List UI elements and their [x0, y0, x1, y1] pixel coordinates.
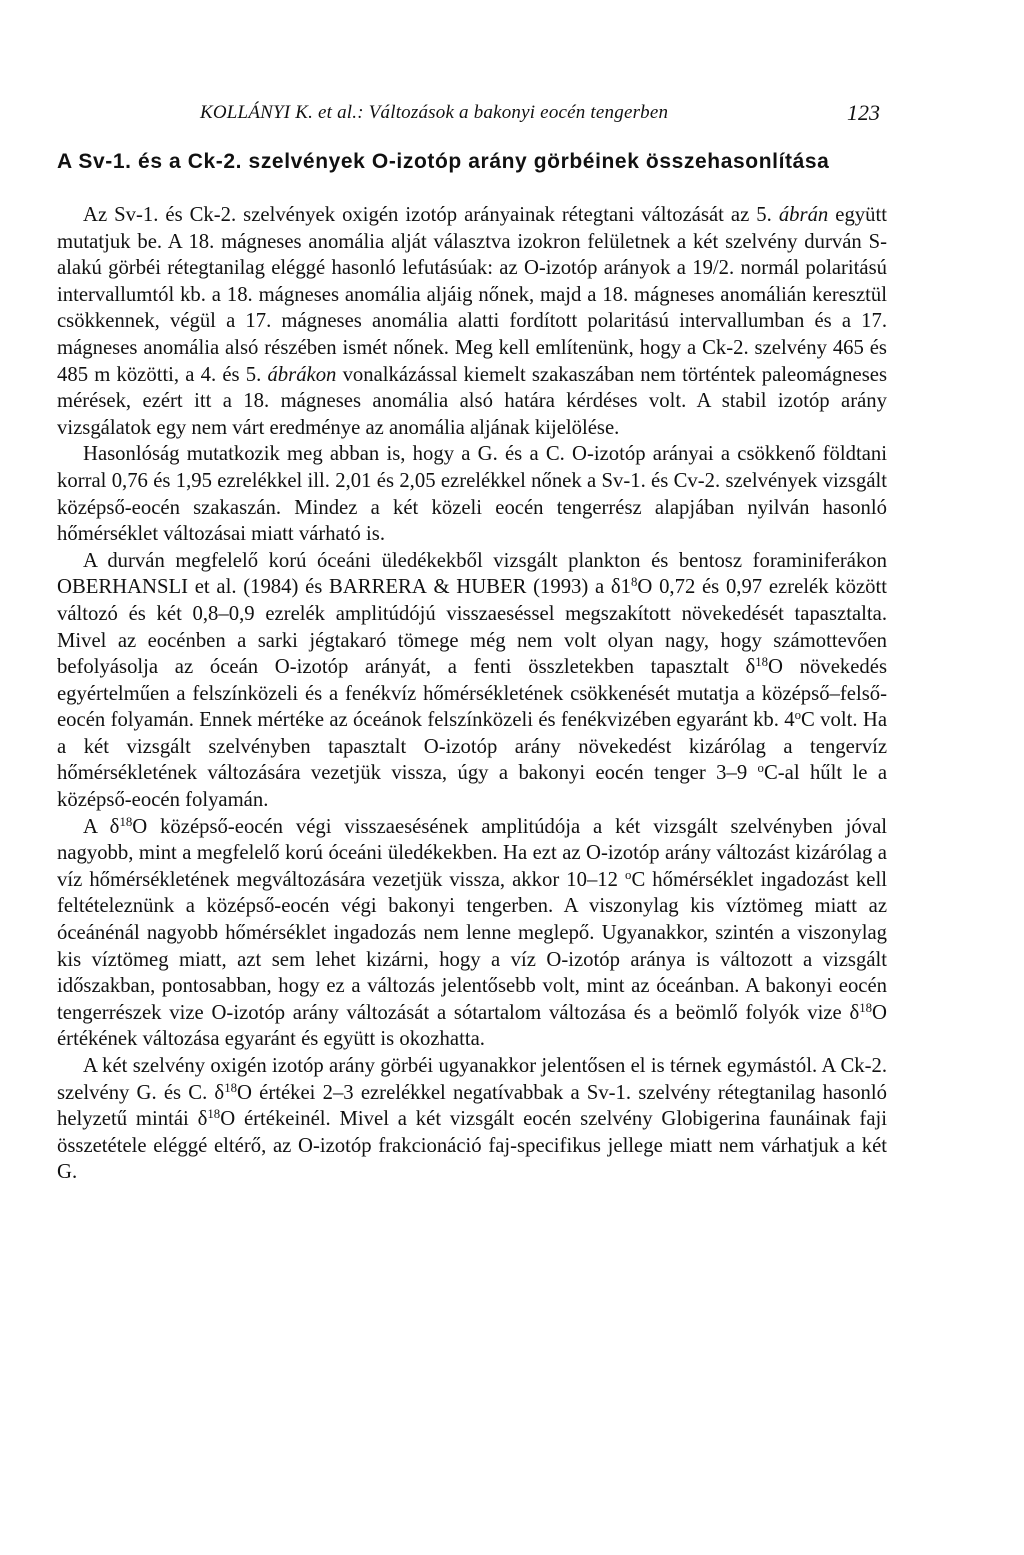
paragraph-2: Hasonlóság mutatkozik meg abban is, hogy a G. és a C. O-izotóp arányai a csökkenő földtani korral 0,76 és 1,95 ezrelékkel ill. 2,01 és 2,05 ezrelékkel nőnek a Sv-1. és Cv-2. szelvények vizsgált középső-eocén szakaszán. Mindez a két közeli eocén tengerrész alapjában nyilván hasonló hőmérséklet változásai miatt várható is.: [57, 443, 887, 546]
p4-sup-3: 18: [859, 1000, 873, 1015]
p3-sup-1: 8: [631, 575, 638, 590]
p3-text-h: C-al hűlt le a középső-eocén folyamán.: [57, 762, 887, 812]
p1-figures-ref: ábrákon: [267, 363, 337, 386]
p4-text-d: O értékének változása egyaránt és együtt is okozhatta.: [57, 1001, 887, 1051]
p3-ref-oberhansli: OBERHANSLI: [57, 576, 189, 599]
p4-sup-1: 18: [119, 814, 133, 829]
p3-ref-barrera: BARRERA: [329, 576, 427, 599]
p3-sup-3: o: [794, 708, 802, 723]
p5-sup-2: 18: [207, 1107, 221, 1122]
p3-text-a: A durván megfelelő korú óceáni üledékekből vizsgált plankton és bentosz foraminiferákon: [83, 549, 887, 572]
paragraph-1: [57, 202, 887, 441]
p5-text-a: A két szelvény oxigén izotóp arány görbéi ugyanakkor jelentősen el is térnek egymástól. A Ck-2. szelvény G. és C. δ: [57, 1055, 887, 1104]
p4-sup-2: o: [625, 867, 632, 882]
p3-text-d: (1993) a δ1: [526, 576, 631, 599]
p4-text-b: O középső-eocén végi visszaesésének amplitúdója a két vizsgált szelvényben jóval nagyobb, mint a megfelelő korú óceáni üledékekben. Ha ezt az O-izotóp arány változást kizárólag a víz hőmérsékletének megváltozására vezetjük vissza, akkor 10–12: [57, 815, 888, 891]
p3-text-f: O növekedés egyértelműen a felszínközeli és a fenékvíz hőmérsékletének csökkenését mutatja a középső–felső-eocén folyamán. Ennek mértéke az óceánok felszínközeli és fenékvizében egyaránt kb. 4: [57, 656, 887, 732]
running-header: [200, 100, 880, 130]
paragraph-5: [57, 1053, 887, 1186]
page-number: 123: [847, 100, 880, 125]
p4-text-c: C hőmérséklet ingadozást kell feltételeznünk a középső-eocén végi bakonyi tengerben. A viszonylag kis víztömeg miatt az óceánénál nagyobb hőmérséklet ingadozás nem lenne meglepő. Ugyanakkor, szintén a viszonylag kis víztömeg miatt, azt sem lehet kizárni, hogy a víz O-izotóp aránya is változott a vizsgált időszakban, pontosabban, hogy ez a változás jelentősebb volt, mint az óceánban. A bakonyi eocén tengerrészek vize O-izotóp arány változását a sótartalom változása és a beömlő folyók vize δ: [57, 868, 887, 1024]
running-title: [200, 102, 668, 124]
p1-text-e: vonalkázással kiemelt szakaszában nem történtek paleomágneses mérések, ezért itt a 18. mágneses anomália alsó határa kérdéses volt. A stabil izotóp arány vizsgálatok egy nem várt eredménye az anomália aljának kijelölése.: [57, 363, 887, 439]
p3-text-g: C volt. Ha a két vizsgált szelvényben tapasztalt O-izotóp arány növekedést kizárólag a tengervíz hőmérsékletének változására vezetjük vissza, úgy a bakonyi eocén tenger 3–9: [57, 709, 887, 785]
paragraph-3: [57, 548, 887, 814]
p3-text-b: et al. (1984) és: [188, 576, 330, 599]
p1-text-a: Az Sv-1. és Ck-2. szelvények oxigén izotóp arányainak rétegtani változását az 5.: [83, 204, 779, 226]
p1-figure-ref: ábrán: [778, 204, 829, 226]
section-title: A Sv-1. és a Ck-2. szelvények O-izotóp arány görbéinek összehasonlítása: [57, 150, 830, 173]
p3-text-e: O 0,72 és 0,97 ezrelék között változó és két 0,8–0,9 ezrelék amplitúdójú visszaeséssel megszakított növekedését tapasztalta. Mivel az eocénben a sarki jégtakaró tömege még nem volt olyan nagy, hogy számottevően befolyásolja az óceán O-izotóp arányát, a fenti összletekben tapasztalt δ: [57, 576, 888, 679]
header-author: KOLLÁNYI: [200, 102, 291, 123]
p1-text-c: együtt mutatjuk be. A 18. mágneses anomália alját választva izokron felületnek a két szelvény durván S-alakú görbéi rétegtanilag eléggé hasonló lefutásúak: az O-izotóp arányok a 19/2. normál polaritású intervallumtól kb. a 18. mágneses anomália aljáig nőnek, majd a 18. mágneses anomálián keresztül csökkennek, végül a 17. mágneses anomália alatti fordított polaritású intervallumban és a 17. mágneses anomália alsó részében ismét nőnek. Meg kell említenünk, hogy a Ck-2. szelvény 465 és 485 m közötti, a 4. és 5.: [57, 204, 887, 386]
paragraph-4: [57, 814, 887, 1053]
p4-text-a: A δ: [83, 815, 120, 838]
p5-text-b: O értékei 2–3 ezrelékkel negatívabbak a Sv-1. szelvény rétegtanilag hasonló helyzetű mintái δ: [57, 1081, 887, 1131]
p3-text-c: &: [426, 576, 457, 599]
p3-ref-huber: HUBER: [456, 576, 527, 599]
p5-sup-1: 18: [224, 1080, 238, 1095]
body-text: [57, 198, 887, 1186]
p5-text-c: O értékeinél. Mivel a két vizsgált eocén szelvény Globigerina faunáinak faji összetétele eléggé eltérő, az O-izotóp frakcionáció faj-specifikus jellege miatt nem várhatjuk a két G.: [57, 1108, 887, 1184]
p3-sup-4: o: [757, 761, 764, 776]
header-citation: K. et al.: Változások a bakonyi eocén tengerben: [290, 102, 669, 123]
p3-sup-2: 18: [755, 655, 769, 670]
